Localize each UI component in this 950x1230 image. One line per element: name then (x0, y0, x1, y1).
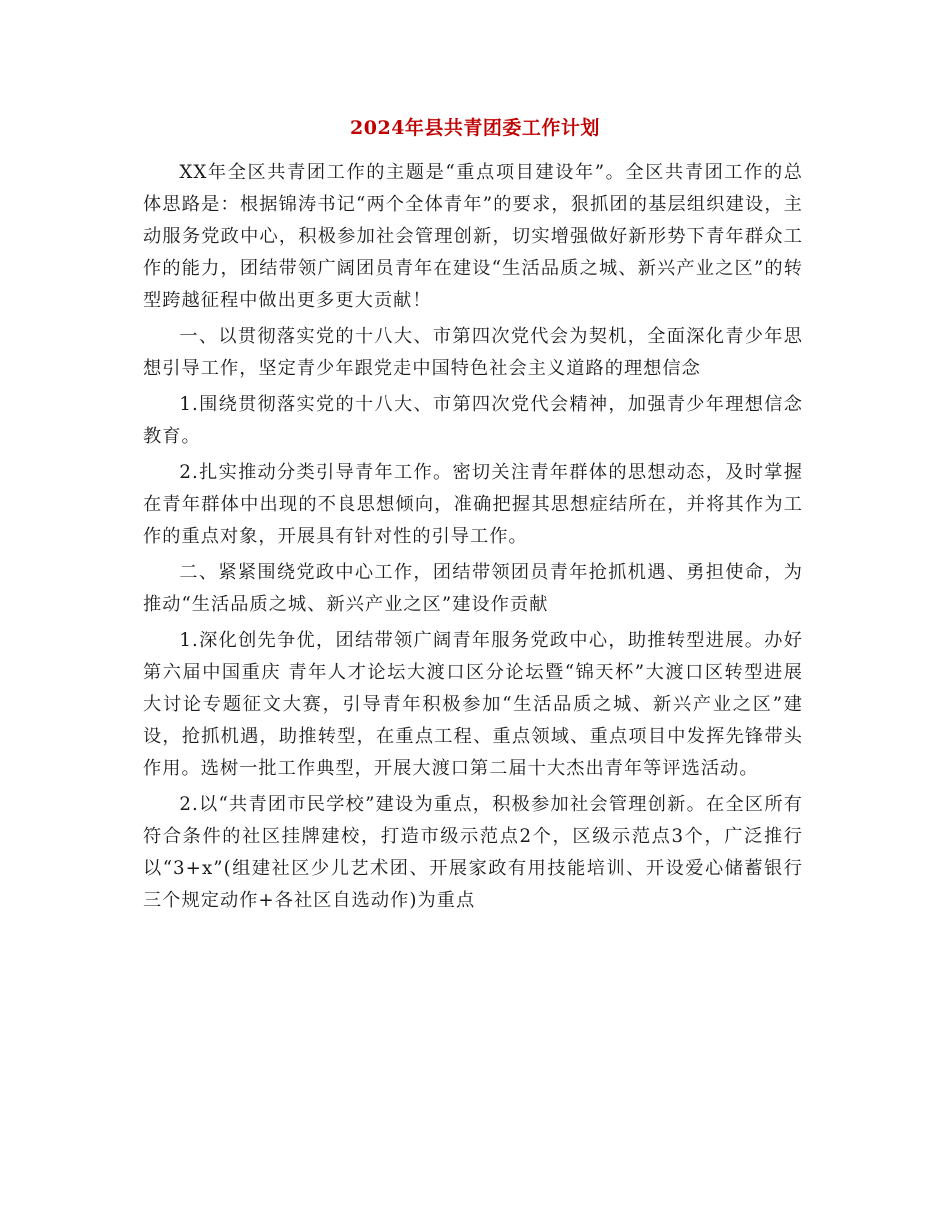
document-title: 2024年县共青团委工作计划 (350, 117, 600, 139)
paragraph-section-1-heading: 一、以贯彻落实党的十八大、市第四次党代会为契机，全面深化青少年思想引导工作，坚定青少年跟党走中国特色社会主义道路的理想信念 (143, 326, 803, 379)
paragraph-section-1-item-2: 2.扎实推动分类引导青年工作。密切关注青年群体的思想动态，及时掌握在青年群体中出现的不良思想倾向，准确把握其思想症结所在，并将其作为工作的重点对象，开展具有针对性的引导工作。 (143, 462, 803, 547)
document-body (143, 157, 803, 921)
paragraph-section-1-item-1: 1.围绕贯彻落实党的十八大、市第四次党代会精神，加强青少年理想信念教育。 (143, 394, 803, 447)
paragraph-intro: XX年全区共青团工作的主题是“重点项目建设年”。全区共青团工作的总体思路是：根据锦涛书记“两个全体青年”的要求，狠抓团的基层组织建设，主动服务党政中心，积极参加社会管理创新，切实增强做好新形势下青年群众工作的能力，团结带领广阔团员青年在建设“生活品质之城、新兴产业之区”的转型跨越征程中做出更多更大贡献！ (143, 162, 803, 311)
paragraph-section-2-heading: 二、紧紧围绕党政中心工作，团结带领团员青年抢抓机遇、勇担使命，为推动“生活品质之城、新兴产业之区”建设作贡献 (143, 562, 803, 615)
paragraph-section-2-item-1: 1.深化创先争优，团结带领广阔青年服务党政中心，助推转型进展。办好第六届中国重庆 青年人才论坛大渡口区分论坛暨“锦天杯”大渡口区转型进展大讨论专题征文大赛，引导青年积极参加“生活品质之城、新兴产业之区”建设，抢抓机遇，助推转型，在重点工程、重点领域、重点项目中发挥先锋带头作用。选树一批工作典型，开展大渡口第二届十大杰出青年等评选活动。 (143, 630, 803, 779)
paragraph-section-2-item-2: 2.以“共青团市民学校”建设为重点，积极参加社会管理创新。在全区所有符合条件的社区挂牌建校，打造市级示范点2个，区级示范点3个，广泛推行以“3+x”(组建社区少儿艺术团、开展家政有用技能培训、开设爱心储蓄银行三个规定动作+各社区自选动作)为重点 (143, 794, 803, 911)
